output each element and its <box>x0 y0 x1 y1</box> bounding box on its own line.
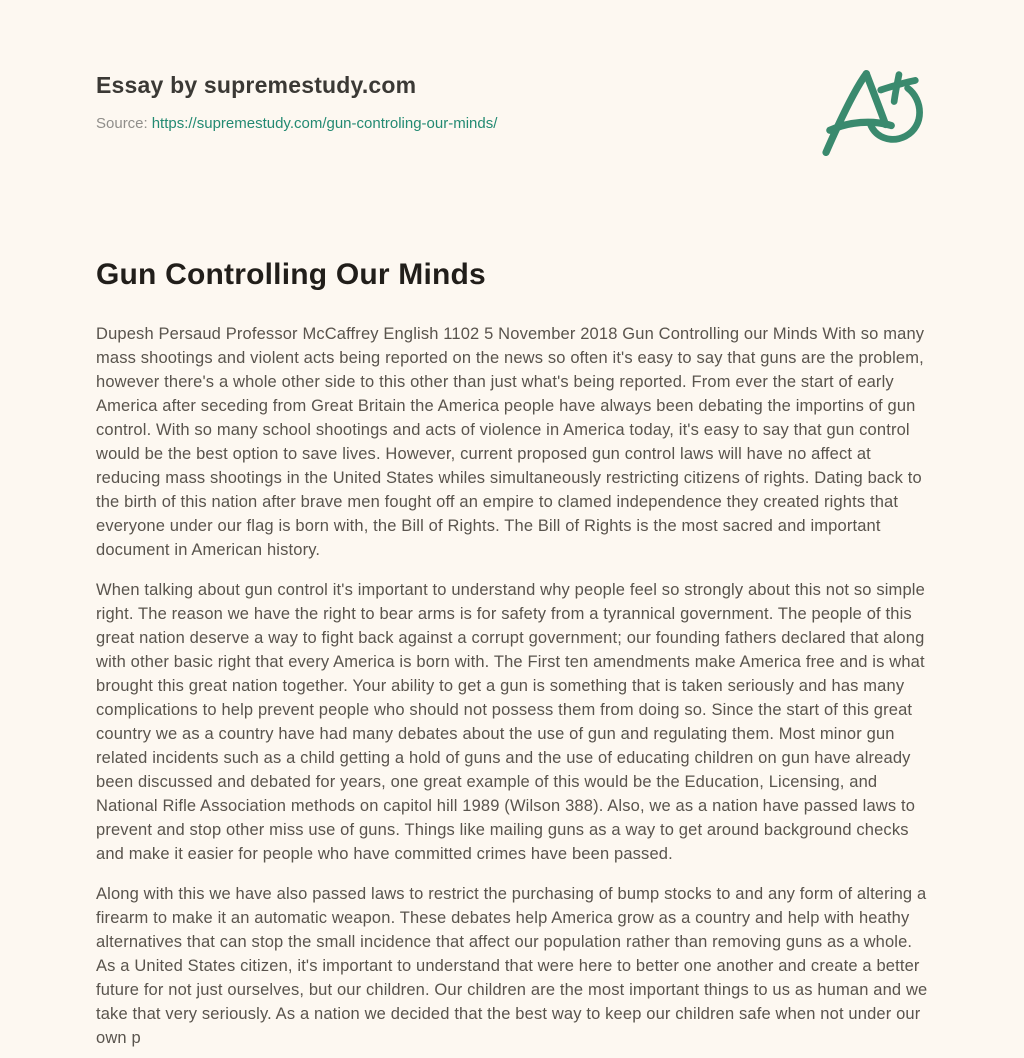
a-plus-logo-icon <box>816 66 932 162</box>
header-text-block <box>96 66 497 132</box>
essay-paragraph-1: Dupesh Persaud Professor McCaffrey English 1102 5 November 2018 Gun Controlling our Minds With so many mass shootings and violent acts being reported on the news so often it's easy to say that guns are the problem, however there's a whole other side to this other than just what's being reported. From ever the start of early America after seceding from Great Britain the America people have always been debating the importins of gun control. With so many school shootings and acts of violence in America today, it's easy to say that gun control would be the best option to save lives. However, current proposed gun control laws will have no affect at reducing mass shootings in the United States whiles simultaneously restricting citizens of rights. Dating back to the birth of this nation after brave men fought off an empire to clamed independence they created rights that everyone under our flag is born with, the Bill of Rights. The Bill of Rights is the most sacred and important document in American history. <box>96 325 925 559</box>
source-line <box>96 115 497 132</box>
page-header <box>96 66 932 162</box>
essay-paragraph-3: Along with this we have also passed laws to restrict the purchasing of bump stocks to and any form of altering a firearm to make it an automatic weapon. These debates help America grow as a country and help with heathy alternatives that can stop the small incidence that affect our population rather than removing guns as a whole. As a United States citizen, it's important to understand that were here to better one another and create a better future for not just ourselves, but our children. Our children are the most important things to us as human and we take that very seriously. As a nation we decided that the best way to keep our children safe when not under our own p <box>96 885 928 1047</box>
site-title: Essay by supremestudy.com <box>96 72 417 98</box>
source-label: Source: <box>96 115 148 132</box>
essay-body <box>96 322 928 1050</box>
essay-title: Gun Controlling Our Minds <box>96 258 486 291</box>
source-link[interactable]: https://supremestudy.com/gun-controling-our-minds/ <box>151 115 498 132</box>
essay-paragraph-2: When talking about gun control it's important to understand why people feel so strongly about this not so simple right. The reason we have the right to bear arms is for safety from a tyrannical government. The people of this great nation deserve a way to fight back against a corrupt government; our founding fathers declared that along with other basic right that every America is born with. The First ten amendments make America free and is what brought this great nation together. Your ability to get a gun is something that is taken seriously and has many complications to help prevent people who should not possess them from doing so. Since the start of this great country we as a country have had many debates about the use of gun and regulating them. Most minor gun related incidents such as a child getting a hold of guns and the use of educating children on gun have already been discussed and debated for years, one great example of this would be the Education, Licensing, and National Rifle Association methods on capitol hill 1989 (Wilson 388). Also, we as a nation have passed laws to prevent and stop other miss use of guns. Things like mailing guns as a way to get around background checks and make it easier for people who have committed crimes have been passed. <box>96 581 925 863</box>
